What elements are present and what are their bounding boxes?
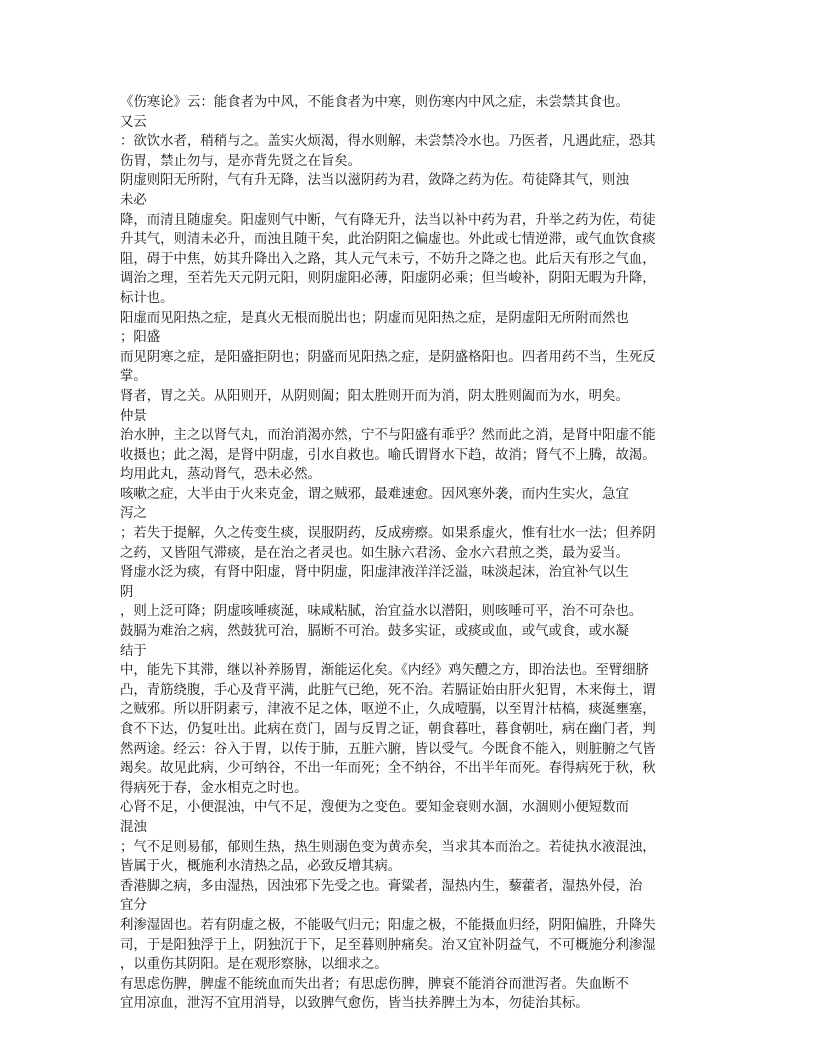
text-line: 阻，碍于中焦，妨其升降出入之路，其人元气未亏，不妨升之降之也。此后天有形之气血，	[120, 251, 656, 267]
text-line: 收摄也；此之渴，是肾中阴虚，引水自救也。喻氏谓肾水下趋，故消；肾气不上腾，故渴。	[120, 447, 656, 463]
text-line: 结于	[120, 643, 147, 659]
text-line: ：欲饮水者，稍稍与之。盖实火烦渴，得水则解，未尝禁冷水也。乃医者，凡遇此症，恐其	[120, 134, 656, 150]
text-line: 泻之	[120, 506, 147, 522]
text-line: 宜分	[120, 898, 147, 914]
text-line: 阳虚而见阳热之症，是真火无根而脱出也；阴虚而见阳热之症，是阴虚阳无所附而然也	[120, 310, 629, 326]
text-line: ；气不足则易郁，郁则生热，热生则溺色变为黄赤矣，当求其本而治之。若徒执水液混浊，	[120, 839, 656, 855]
text-line: 伤胃，禁止勿与，是亦背先贤之在旨矣。	[120, 153, 362, 169]
text-line: 之药，又皆阻气滞痰，是在治之者灵也。如生脉六君汤、金水六君煎之类，最为妥当。	[120, 545, 629, 561]
text-line: 有思虑伤脾，脾虚不能统血而失出者；有思虑伤脾，脾衰不能消谷而泄泻者。失血断不	[120, 976, 629, 992]
text-line: 阴虚则阳无所附，气有升无降，法当以滋阴药为君，敛降之药为佐。苟徒降其气，则浊	[120, 173, 629, 189]
text-line: 食不下达，仍复吐出。此病在贲门，固与反胃之证，朝食暮吐，暮食朝吐，病在幽门者，判	[120, 722, 656, 737]
text-line: 《伤寒论》云：能食者为中风，不能食者为中寒，则伤寒内中风之症，未尝禁其食也。	[120, 95, 629, 110]
text-line: 均用此丸，蒸动肾气，恐未必然。	[120, 467, 321, 483]
text-line: 竭矣。故见此病，少可纳谷，不出一年而死；全不纳谷，不出半年而死。春得病死于秋，秋	[120, 761, 656, 777]
text-line: 又云	[120, 114, 147, 130]
text-line: 而见阴寒之症，是阳盛拒阴也；阴盛而见阳热之症，是阴盛格阳也。四者用药不当，生死反	[120, 349, 656, 365]
text-line: 鼓膈为难治之病，然鼓犹可治，膈断不可治。鼓多实证，或痰或血，或气或食，或水凝	[120, 624, 629, 640]
text-line: 司，于是阳独浮于上，阴独沉于下，足至暮则肿痛矣。治又宜补阴益气，不可概施分利渗湿	[120, 937, 656, 953]
text-line	[120, 1014, 660, 1034]
text-line: 咳嗽之症，大半由于火来克金，谓之贼邪，最难速愈。因风寒外袭，而内生实火，急宜	[120, 486, 629, 502]
text-line: 凸，青筋绕腹，手心及背平满，此脏气已绝，死不治。若膈证始由肝火犯胃，木来侮土，谓	[120, 682, 656, 698]
text-line: 心肾不足，小便混浊，中气不足，溲便为之变色。要知金衰则水涸，水涸则小便短数而	[120, 800, 629, 816]
text-line: 治水肿，主之以肾气丸，而治消渴亦然，宁不与阳盛有乖乎？然而此之消，是肾中阳虚不能	[120, 428, 656, 444]
text-line: 得病死于春，金水相克之时也。	[120, 780, 308, 796]
text-line: 然两途。经云：谷入于胃，以传于肺，五脏六腑，皆以受气。今既食不能入，则脏腑之气皆	[120, 741, 656, 757]
text-line: 掌。	[120, 369, 147, 385]
text-line: 未必	[120, 192, 147, 208]
text-line: 利渗湿固也。若有阴虚之极，不能吸气归元；阳虚之极，不能摄血归经，阴阳偏胜，升降失	[120, 917, 656, 933]
text-line: 宜用凉血，泄泻不宜用消导，以致脾气愈伤，皆当扶养脾土为本，勿徒治其标。	[120, 996, 589, 1012]
text-line: 阴	[120, 584, 134, 600]
text-line: 皆属于火，概施利水清热之品，必致反增其病。	[120, 859, 402, 875]
text-line: ；阳盛	[120, 330, 161, 346]
text-line: ，则上泛可降；阴虚咳唾痰涎，味咸粘腻，治宜益水以潜阳，则咳唾可平，治不可杂也。	[120, 604, 643, 620]
text-line: 升其气，则清未必升，而浊且随干矣，此治阴阳之偏虚也。外此或七情逆滞，或气血饮食痰	[120, 232, 656, 248]
text-line: 之贼邪。所以肝阴素亏，津液不足之体，呕逆不止，久成噎膈，以至胃汁枯槁，痰涎壅塞，	[120, 702, 656, 718]
text-line: 仲景	[120, 408, 147, 424]
text-line: 中，能先下其滞，继以补养肠胃，渐能运化矣。《内经》鸡矢醴之方，即治法也。至臂细脐	[120, 663, 649, 679]
text-line: 香港脚之病，多由湿热，因浊邪下先受之也。膏粱者，湿热内生，藜藿者，湿热外侵，治	[120, 878, 643, 894]
text-line: 肾者，胃之关。从阳则开，从阴则阖；阳太胜则开而为消，阴太胜则阖而为水，明矣。	[120, 388, 629, 404]
text-line: 混浊	[120, 819, 147, 835]
text-line: 调治之理，至若先天元阴元阳，则阴虚阳必薄，阳虚阴必乘；但当峻补，阴阳无暇为升降，	[120, 271, 656, 287]
text-line: ，以重伤其阴阳。是在观形察脉，以细求之。	[120, 957, 388, 973]
text-line: 肾虚水泛为痰，有肾中阳虚，肾中阴虚，阳虚津液洋洋泛溢，味淡起沫，治宜补气以生	[120, 565, 629, 581]
text-line: ；若失于提解，久之传变生痰，误服阴药，反成痨瘵。如果系虚火，惟有壮水一法；但养阴	[120, 526, 656, 542]
text-line: 降，而清且随虚矣。阳虚则气中断，气有降无升，法当以补中药为君，升举之药为佐，苟徒	[120, 212, 656, 228]
text-line: 标计也。	[120, 290, 174, 306]
document-page	[120, 93, 660, 1034]
